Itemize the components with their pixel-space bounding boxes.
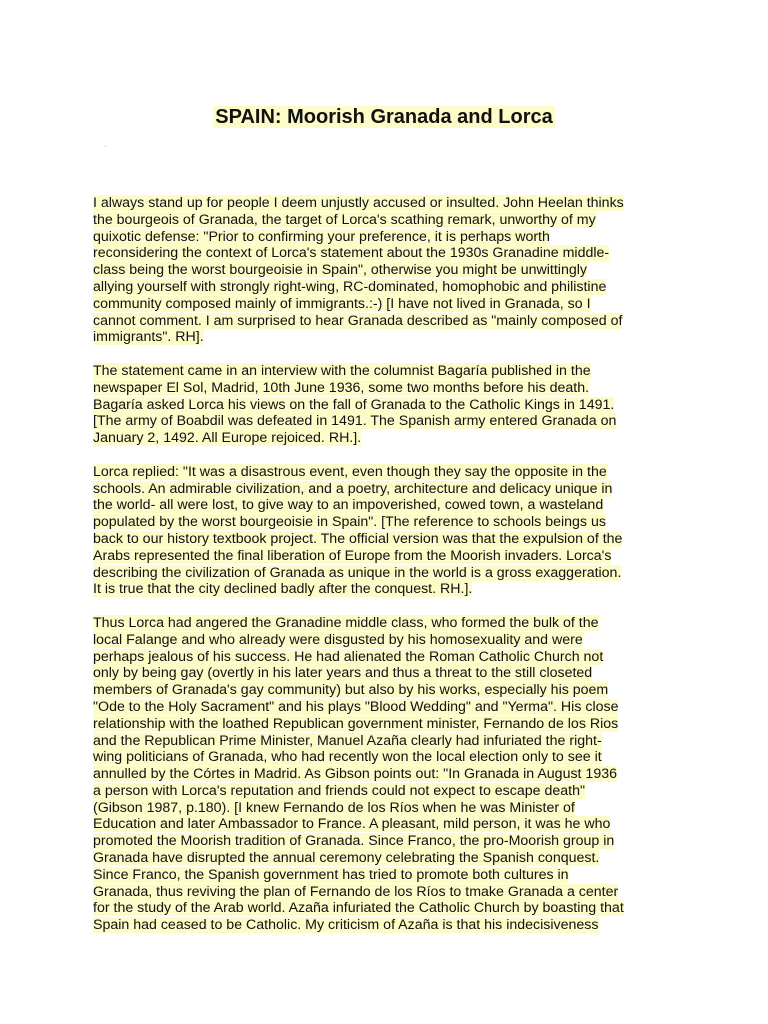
- text-line: [93, 632, 693, 649]
- text-line: [93, 749, 693, 766]
- text-line-content: Lorca replied: "It was a disastrous event, even though they say the opposite in the: [93, 463, 607, 480]
- text-line-content: local Falange and who already were disgusted by his homosexuality and were: [93, 631, 583, 648]
- text-line: [93, 816, 693, 833]
- text-line-content: Bagaría asked Lorca his views on the fall of Granada to the Catholic Kings in 1491.: [93, 396, 615, 413]
- text-line-content: class being the worst bourgeoisie in Spain", otherwise you might be unwittingly: [93, 262, 587, 279]
- text-line-content: and the Republican Prime Minister, Manuel Azaña clearly had infuriated the right-: [93, 732, 602, 749]
- text-line: [93, 464, 693, 481]
- text-line-content: relationship with the loathed Republican government minister, Fernando de los Rios: [93, 715, 619, 732]
- text-line-content: It is true that the city declined badly after the conquest. RH.].: [93, 581, 473, 598]
- text-line: [93, 481, 693, 498]
- text-line-content: perhaps jealous of his success. He had alienated the Roman Catholic Church not: [93, 648, 604, 665]
- text-line-content: cannot comment. I am surprised to hear Granada described as "mainly composed of: [93, 312, 623, 329]
- paragraph: [93, 464, 693, 598]
- text-line: [93, 850, 693, 867]
- text-line-content: allying yourself with strongly right-wing, RC-dominated, homophobic and philistine: [93, 278, 607, 295]
- text-line: [93, 430, 693, 447]
- text-line: [93, 682, 693, 699]
- text-line: [93, 649, 693, 666]
- text-line: [93, 548, 693, 565]
- text-line-content: back to our history textbook project. The official version was that the expulsion of the: [93, 530, 623, 547]
- text-line: [93, 195, 693, 212]
- text-line: [93, 833, 693, 850]
- text-line: [93, 884, 693, 901]
- text-line: [93, 363, 693, 380]
- paragraph: [93, 195, 693, 346]
- text-line-content: promoted the Moorish tradition of Granada. Since Franco, the pro-Moorish group in: [93, 833, 615, 850]
- text-line: [93, 245, 693, 262]
- text-line-content: Arabs represented the final liberation of Europe from the Moorish invaders. Lorca's: [93, 547, 612, 564]
- text-line: [93, 783, 693, 800]
- text-line-content: immigrants". RH].: [93, 329, 204, 346]
- text-line-content: a person with Lorca's reputation and friends could not expect to escape death": [93, 782, 586, 799]
- text-line: [93, 615, 693, 632]
- text-line-content: schools. An admirable civilization, and a poetry, architecture and delicacy unique in: [93, 480, 613, 497]
- text-line-content: annulled by the Córtes in Madrid. As Gibson points out: "In Granada in August 1936: [93, 766, 617, 783]
- text-line: [93, 313, 693, 330]
- paragraph: [93, 363, 693, 447]
- text-line-content: Granada, thus reviving the plan of Fernando de los Ríos to tmake Granada a center: [93, 883, 619, 900]
- text-line-content: describing the civilization of Granada as unique in the world is a gross exaggeration.: [93, 564, 622, 581]
- text-line-content: reconsidering the context of Lorca's statement about the 1930s Granadine middle-: [93, 245, 610, 262]
- text-line: [93, 800, 693, 817]
- text-line-content: the bourgeois of Granada, the target of Lorca's scathing remark, unworthy of my: [93, 211, 596, 228]
- text-line: [93, 413, 693, 430]
- text-line-content: I always stand up for people I deem unjustly accused or insulted. John Heelan thinks: [93, 195, 624, 211]
- text-line: [93, 581, 693, 598]
- text-line-content: community composed mainly of immigrants.:-) [I have not lived in Granada, so I: [93, 295, 591, 312]
- stray-mark: [105, 146, 106, 147]
- text-line-content: Since Franco, the Spanish government has tried to promote both cultures in: [93, 866, 569, 883]
- text-line: [93, 565, 693, 582]
- text-line: [93, 279, 693, 296]
- text-line-content: Spain had ceased to be Catholic. My criticism of Azaña is that his indecisiveness: [93, 917, 599, 934]
- document-body: [93, 195, 693, 951]
- text-line-content: (Gibson 1987, p.180). [I knew Fernando de los Ríos when he was Minister of: [93, 799, 575, 816]
- document-title: SPAIN: Moorish Granada and Lorca: [215, 106, 553, 128]
- title-container: [0, 104, 768, 130]
- text-line-content: members of Granada's gay community) but also by his works, especially his poem: [93, 682, 609, 699]
- text-line-content: Education and later Ambassador to France. A pleasant, mild person, it was he who: [93, 816, 611, 833]
- text-line-content: Granada have disrupted the annual ceremony celebrating the Spanish conquest.: [93, 850, 600, 867]
- text-line-content: January 2, 1492. All Europe rejoiced. RH.].: [93, 430, 362, 447]
- text-line-content: the world- all were lost, to give way to an impoverished, cowed town, a wasteland: [93, 497, 604, 514]
- text-line-content: quixotic defense: "Prior to confirming your preference, it is perhaps worth: [93, 228, 550, 245]
- text-line: [93, 497, 693, 514]
- text-line: [93, 733, 693, 750]
- paragraph: [93, 615, 693, 934]
- text-line: [93, 380, 693, 397]
- text-line-content: for the study of the Arab world. Azaña infuriated the Catholic Church by boasting that: [93, 900, 624, 917]
- text-line: [93, 766, 693, 783]
- text-line-content: [The army of Boabdil was defeated in 1491. The Spanish army entered Granada on: [93, 413, 617, 430]
- text-line: [93, 212, 693, 229]
- text-line-content: only by being gay (overtly in his later years and thus a threat to the still closeted: [93, 665, 593, 682]
- text-line-content: The statement came in an interview with the columnist Bagaría published in the: [93, 362, 591, 379]
- text-line: [93, 867, 693, 884]
- text-line-content: newspaper El Sol, Madrid, 10th June 1936, some two months before his death.: [93, 379, 590, 396]
- text-line: [93, 716, 693, 733]
- text-line: [93, 699, 693, 716]
- text-line: [93, 229, 693, 246]
- text-line-content: Thus Lorca had angered the Granadine middle class, who formed the bulk of the: [93, 614, 599, 631]
- text-line: [93, 900, 693, 917]
- text-line: [93, 296, 693, 313]
- text-line: [93, 514, 693, 531]
- text-line: [93, 531, 693, 548]
- text-line: [93, 665, 693, 682]
- text-line: [93, 329, 693, 346]
- text-line: [93, 397, 693, 414]
- text-line-content: populated by the worst bourgeoisie in Spain". [The reference to schools beings us: [93, 514, 606, 531]
- text-line: [93, 917, 693, 934]
- text-line-content: wing politicians of Granada, who had recently won the local election only to see it: [93, 749, 602, 766]
- text-line: [93, 262, 693, 279]
- text-line-content: "Ode to the Holy Sacrament" and his plays "Blood Wedding" and "Yerma". His close: [93, 698, 619, 715]
